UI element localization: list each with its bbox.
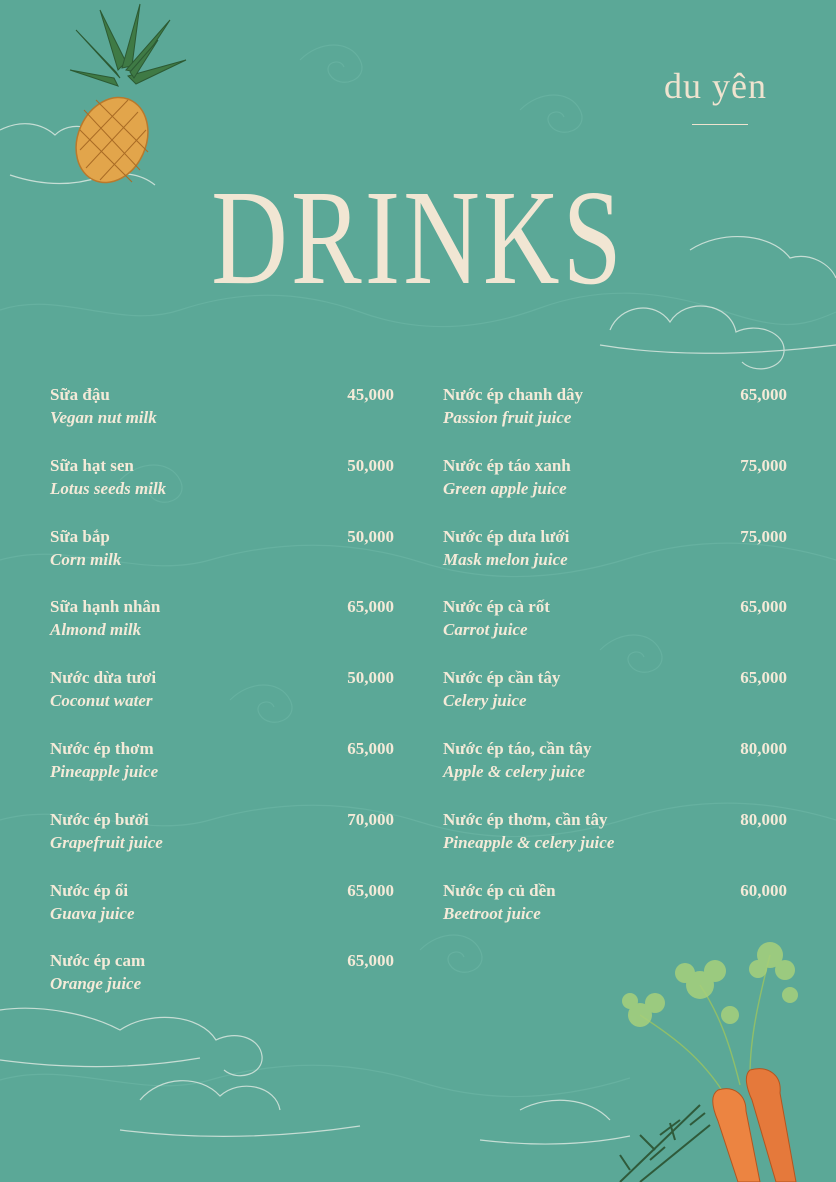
menu-item — [50, 667, 394, 738]
page-title: DRINKS — [211, 163, 625, 313]
item-name-en: Apple & celery juice — [443, 761, 586, 781]
item-name-vn: Nước ép cà rốt — [443, 597, 550, 617]
item-name-en: Corn milk — [50, 549, 122, 569]
item-name-vn: Sữa đậu — [50, 385, 110, 404]
menu-item — [443, 526, 787, 597]
item-name-vn: Nước ép thơm — [50, 738, 154, 758]
item-name-vn: Nước ép ổi — [50, 880, 129, 900]
item-name-vn: Nước ép cần tây — [443, 668, 561, 688]
item-name-vn: Sữa hạt sen — [50, 455, 134, 475]
menu-item — [50, 880, 394, 951]
item-price: 65,000 — [740, 385, 787, 404]
brand-underline — [692, 124, 748, 125]
item-name-en: Carrot juice — [443, 620, 528, 640]
item-price: 65,000 — [347, 597, 394, 617]
item-price: 70,000 — [347, 809, 394, 829]
menu-item — [443, 738, 787, 809]
item-name-en: Vegan nut milk — [50, 408, 157, 427]
item-name-vn: Nước ép thơm, cần tây — [443, 809, 608, 829]
item-name-vn: Nước ép táo, cần tây — [443, 738, 592, 758]
item-price: 65,000 — [740, 668, 787, 688]
item-name-vn: Nước ép chanh dây — [443, 385, 584, 404]
item-name-en: Lotus seeds milk — [50, 478, 167, 498]
item-name-vn: Sữa bắp — [50, 526, 110, 546]
item-price: 80,000 — [740, 809, 787, 829]
item-name-en: Almond milk — [50, 620, 142, 640]
menu-item — [50, 384, 394, 455]
item-price: 65,000 — [740, 597, 787, 617]
menu-item — [443, 596, 787, 667]
item-name-en: Celery juice — [443, 691, 527, 711]
item-name-en: Pineapple & celery juice — [443, 832, 615, 852]
item-name-en: Coconut water — [50, 691, 153, 711]
item-name-vn: Nước ép củ dền — [443, 880, 556, 900]
item-name-vn: Nước ép bưởi — [50, 809, 149, 829]
pineapple-illustration — [40, 0, 190, 195]
item-name-en: Green apple juice — [443, 478, 567, 498]
item-name-en: Orange juice — [50, 974, 142, 994]
carrot-illustration — [600, 935, 836, 1182]
item-name-vn: Nước dừa tươi — [50, 668, 157, 688]
menu-item — [50, 738, 394, 809]
item-price: 50,000 — [347, 455, 394, 475]
item-price: 45,000 — [347, 385, 394, 404]
menu-item — [443, 384, 787, 455]
menu-item — [50, 526, 394, 597]
item-name-vn: Nước ép cam — [50, 951, 146, 971]
menu-item — [50, 455, 394, 526]
menu-item — [50, 809, 394, 880]
item-price: 60,000 — [740, 880, 787, 900]
item-name-en: Passion fruit juice — [443, 408, 572, 427]
item-name-en: Pineapple juice — [50, 761, 159, 781]
brand-logo: du yên — [664, 66, 767, 106]
menu-item — [443, 455, 787, 526]
item-price: 50,000 — [347, 526, 394, 546]
item-price: 50,000 — [347, 668, 394, 688]
item-price: 65,000 — [347, 951, 394, 971]
menu-item — [50, 950, 394, 1021]
item-name-en: Grapefruit juice — [50, 832, 163, 852]
menu-item — [443, 809, 787, 880]
menu-item — [443, 667, 787, 738]
item-name-vn: Sữa hạnh nhân — [50, 597, 161, 617]
item-price: 80,000 — [740, 738, 787, 758]
item-name-en: Guava juice — [50, 903, 135, 923]
menu-column-left — [50, 384, 394, 1021]
item-price: 65,000 — [347, 880, 394, 900]
item-price: 75,000 — [740, 526, 787, 546]
item-name-en: Mask melon juice — [443, 549, 568, 569]
item-price: 65,000 — [347, 738, 394, 758]
item-name-vn: Nước ép dưa lưới — [443, 526, 570, 546]
item-price: 75,000 — [740, 455, 787, 475]
menu-item — [50, 596, 394, 667]
menu-column-right — [443, 384, 787, 950]
item-name-vn: Nước ép táo xanh — [443, 455, 571, 475]
item-name-en: Beetroot juice — [443, 903, 541, 923]
